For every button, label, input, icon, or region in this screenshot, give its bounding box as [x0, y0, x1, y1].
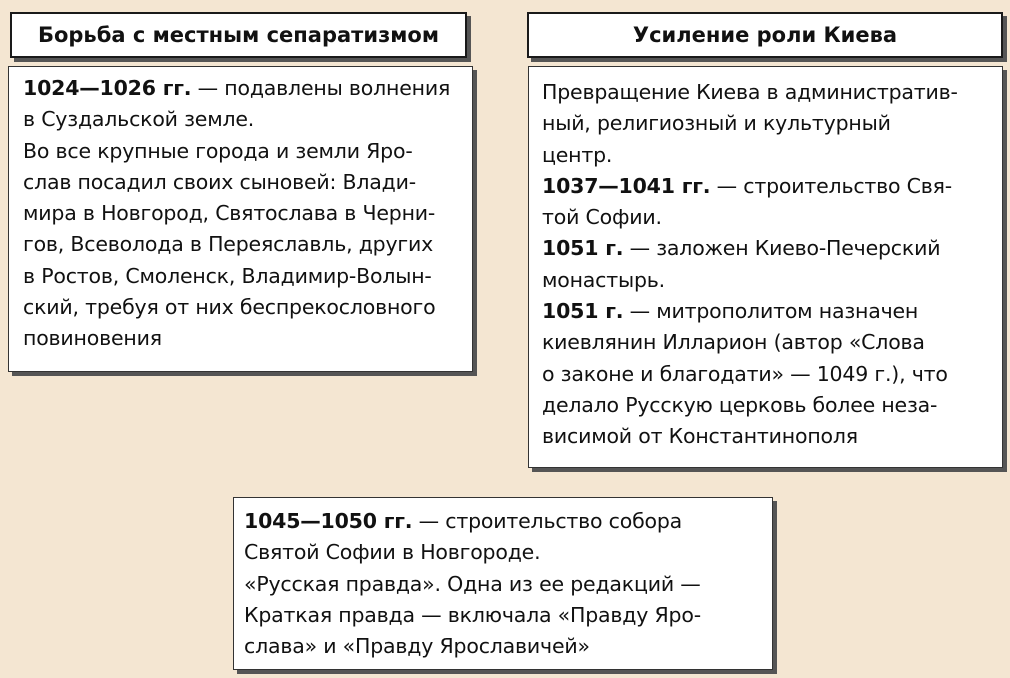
line-text: киевлянин Илларион (автор «Слова	[542, 330, 925, 355]
line-text: делало Русскую церковь более неза-	[542, 392, 938, 417]
text-line	[23, 323, 472, 354]
line-text: гов, Всеволода в Переяславль, других	[23, 232, 434, 257]
line-text: Святой Софии в Новгороде.	[244, 540, 541, 565]
line-text: мира в Новгород, Святослава в Черни-	[23, 201, 436, 226]
text-line	[23, 73, 472, 104]
date-label: 1045—1050 гг.	[244, 509, 413, 533]
text-line	[23, 136, 472, 167]
kiev-role-content-box	[528, 66, 1003, 468]
line-text: монастырь.	[542, 267, 665, 292]
header-separatism	[10, 12, 467, 58]
header-kiev-role-text: Усиление роли Киева	[632, 23, 898, 47]
line-text: — митрополитом назначен	[623, 299, 919, 324]
text-line	[23, 229, 472, 260]
date-label: 1024—1026 гг.	[23, 76, 192, 100]
line-text: висимой от Константинополя	[542, 424, 858, 449]
line-text: ский, требуя от них беспрекословного	[23, 295, 436, 320]
text-line	[244, 506, 772, 537]
text-line	[542, 140, 1002, 171]
text-line	[542, 108, 1002, 139]
text-line	[542, 265, 1002, 296]
date-label: 1037—1041 гг.	[542, 173, 711, 198]
text-line	[23, 104, 472, 135]
date-label: 1051 г.	[542, 236, 624, 261]
novgorod-content-box	[233, 497, 773, 670]
text-line	[542, 327, 1002, 358]
line-text: Превращение Киева в административ-	[542, 80, 958, 104]
line-text: ный, религиозный и культурный	[542, 111, 891, 136]
line-text: о законе и благодати» — 1049 г.), что	[542, 361, 948, 386]
text-line	[23, 261, 472, 292]
line-text: слава» и «Правду Ярославичей»	[244, 634, 590, 659]
line-text: в Ростов, Смоленск, Владимир-Волын-	[23, 263, 432, 288]
text-line	[542, 233, 1002, 264]
line-text: «Русская правда». Одна из ее редакций —	[244, 571, 701, 596]
line-text: — строительство собора	[412, 509, 683, 533]
date-label: 1051 г.	[542, 299, 624, 324]
line-text: центр.	[542, 142, 613, 167]
text-line	[244, 569, 772, 600]
header-separatism-text: Борьба с местным сепаратизмом	[37, 23, 440, 47]
text-line	[23, 167, 472, 198]
separatism-content-box	[8, 66, 473, 372]
text-line	[542, 296, 1002, 327]
line-text: той Софии.	[542, 205, 662, 230]
text-line	[244, 631, 772, 662]
text-line	[23, 292, 472, 323]
text-line	[542, 421, 1002, 452]
line-text: слав посадил своих сыновей: Влади-	[23, 169, 416, 194]
text-line	[542, 171, 1002, 202]
line-text: Во все крупные города и земли Яро-	[23, 138, 413, 163]
text-line	[244, 537, 772, 568]
text-line	[244, 600, 772, 631]
line-text: — строительство Свя-	[710, 173, 952, 198]
line-text: — заложен Киево-Печерский	[623, 236, 941, 261]
text-line	[542, 202, 1002, 233]
header-kiev-role	[527, 12, 1003, 58]
text-line	[542, 390, 1002, 421]
text-line	[542, 77, 1002, 108]
line-text: в Суздальской земле.	[23, 107, 255, 132]
line-text: Краткая правда — включала «Правду Яро-	[244, 602, 701, 627]
text-line	[23, 198, 472, 229]
line-text: — подавлены волнения	[191, 76, 451, 100]
line-text: повиновения	[23, 326, 162, 351]
text-line	[542, 359, 1002, 390]
